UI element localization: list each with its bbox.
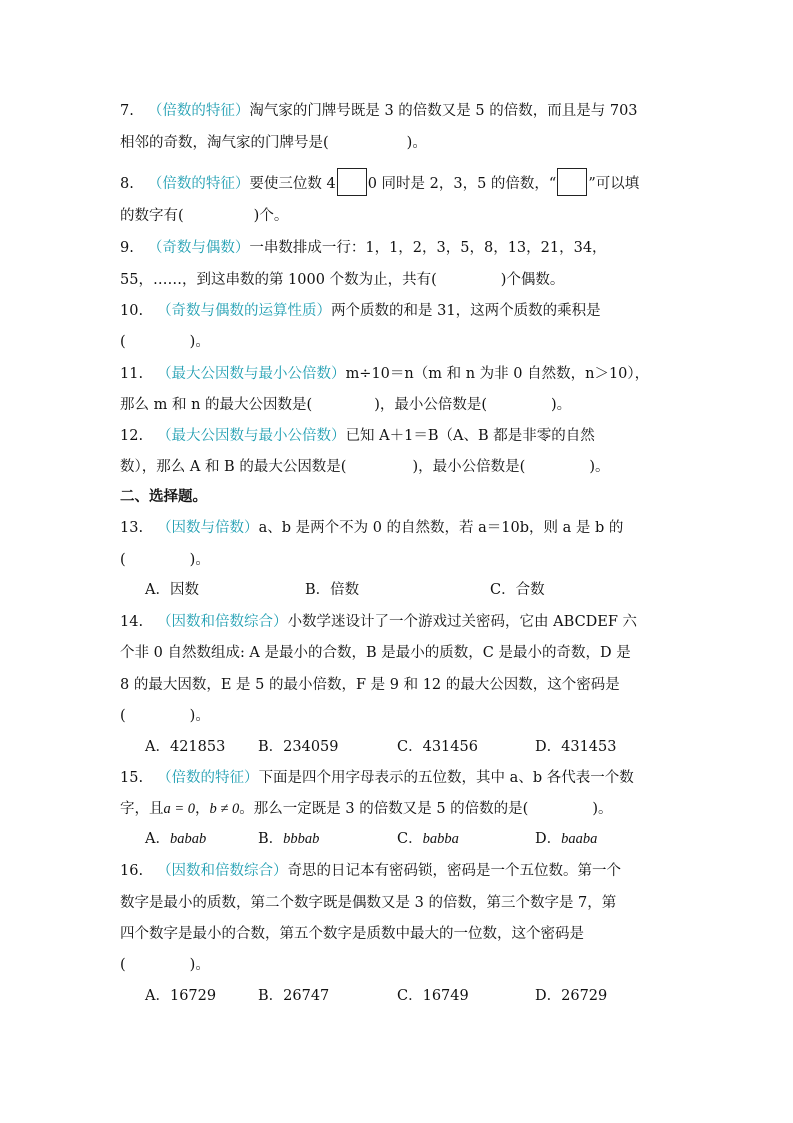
q14-option-d[interactable]: D．431453 bbox=[535, 739, 617, 755]
q14-line2: 个非 0 自然数组成: A 是最小的合数，B 是最小的质数，C 是最小的奇数，D 是 bbox=[120, 645, 631, 661]
q11-line1 bbox=[120, 364, 649, 384]
q8-number: 8. bbox=[120, 176, 134, 192]
q14-line3: 8 的最大因数，E 是 5 的最小倍数，F 是 9 和 12 的最大公因数，这个密码是 bbox=[120, 677, 620, 693]
q13-option-c[interactable]: C．合数 bbox=[490, 582, 545, 598]
q9-line1 bbox=[120, 238, 607, 258]
q15-option-c[interactable]: C．babba bbox=[397, 831, 459, 847]
q8-line2 bbox=[120, 206, 288, 226]
q10-number: 10. bbox=[120, 303, 144, 319]
q8-text4: 的数字有( bbox=[120, 208, 184, 224]
q14-paren-open: ( bbox=[120, 708, 126, 724]
q7-line1 bbox=[120, 101, 638, 121]
q15-condition-b: b ≠ 0 bbox=[209, 801, 240, 817]
q14-paren-close: )。 bbox=[189, 708, 210, 724]
q8-topic: （倍数的特征） bbox=[147, 176, 250, 192]
q15-option-b[interactable]: B．bbbab bbox=[258, 831, 320, 847]
q11-line2 bbox=[120, 395, 571, 415]
q12-line2 bbox=[120, 457, 609, 477]
q14-option-b[interactable]: B．234059 bbox=[258, 739, 339, 755]
q14-text: 小数学迷设计了一个游戏过关密码，它由 ABCDEF 六 bbox=[287, 614, 638, 630]
q13-line1 bbox=[120, 518, 623, 538]
q8-text5: )个。 bbox=[253, 208, 289, 224]
q13-number: 13. bbox=[120, 520, 144, 536]
q12-text2: 数），那么 A 和 B 的最大公因数是( bbox=[120, 459, 347, 475]
q7-text3: )。 bbox=[406, 135, 427, 151]
q15-line1 bbox=[120, 768, 634, 788]
q16-paren-open: ( bbox=[120, 957, 126, 973]
q15-text4: )。 bbox=[592, 801, 613, 817]
q13-option-a[interactable]: A．因数 bbox=[145, 582, 199, 598]
q14-option-c[interactable]: C．431456 bbox=[397, 739, 478, 755]
q15-text3: 。那么一定既是 3 的倍数又是 5 的倍数的是( bbox=[239, 801, 529, 817]
q8-text2: 0 同时是 2，3，5 的倍数，“ bbox=[367, 176, 557, 192]
q7-topic: （倍数的特征） bbox=[147, 103, 250, 119]
q11-text: m÷10＝n（m 和 n 为非 0 自然数，n＞10）， bbox=[345, 366, 650, 382]
q9-number: 9. bbox=[120, 240, 134, 256]
q9-topic: （奇数与偶数） bbox=[147, 240, 250, 256]
q11-text4: )。 bbox=[551, 397, 572, 413]
q15-number: 15. bbox=[120, 770, 144, 786]
q15-topic: （倍数的特征） bbox=[157, 770, 259, 786]
q8-text: 要使三位数 4 bbox=[249, 176, 336, 192]
q12-number: 12. bbox=[120, 428, 144, 444]
q14-option-a[interactable]: A．421853 bbox=[145, 739, 226, 755]
q12-text4: )。 bbox=[589, 459, 610, 475]
q15-option-a[interactable]: A．babab bbox=[145, 831, 207, 847]
q16-line1 bbox=[120, 861, 621, 881]
q10-line1 bbox=[120, 301, 601, 321]
q13-text: a、b 是两个不为 0 的自然数，若 a＝10b，则 a 是 b 的 bbox=[258, 520, 624, 536]
q7-number: 7. bbox=[120, 103, 134, 119]
q16-paren-close: )。 bbox=[189, 957, 210, 973]
q15-text2: 字，且 bbox=[120, 801, 164, 817]
q8-digit-box[interactable] bbox=[337, 168, 367, 196]
q8-digit-box-ref bbox=[557, 168, 587, 196]
q12-text: 已知 A＋1＝B（A、B 都是非零的自然 bbox=[345, 428, 595, 444]
q11-text3: )，最小公倍数是( bbox=[374, 397, 488, 413]
q7-line2 bbox=[120, 133, 427, 153]
q8-line1 bbox=[120, 170, 639, 198]
q16-number: 16. bbox=[120, 863, 144, 879]
q16-topic: （因数和倍数综合） bbox=[157, 863, 288, 879]
q16-line4 bbox=[120, 955, 210, 975]
q15-option-d[interactable]: D．baaba bbox=[535, 831, 598, 847]
q10-line2 bbox=[120, 332, 210, 352]
q13-line2 bbox=[120, 550, 210, 570]
q12-topic: （最大公因数与最小公倍数） bbox=[157, 428, 346, 444]
q16-option-d[interactable]: D．26729 bbox=[535, 988, 608, 1004]
q15-text: 下面是四个用字母表示的五位数，其中 a、b 各代表一个数 bbox=[258, 770, 634, 786]
q10-text: 两个质数的和是 31，这两个质数的乘积是 bbox=[331, 303, 601, 319]
q15-line2: 字，且a = 0，b ≠ 0。那么一定既是 3 的倍数又是 5 的倍数的是( )。 bbox=[120, 801, 613, 817]
q9-text: 一串数排成一行：1，1，2，3，5，8，13，21，34， bbox=[249, 240, 607, 256]
q8-text3: ”可以填 bbox=[588, 176, 640, 192]
section-heading: 二、选择题。 bbox=[120, 488, 207, 505]
q16-line2: 数字是最小的质数，第二个数字既是偶数又是 3 的倍数，第三个数字是 7，第 bbox=[120, 895, 617, 911]
q10-paren-close: )。 bbox=[189, 334, 210, 350]
q10-topic: （奇数与偶数的运算性质） bbox=[157, 303, 332, 319]
q9-text2: 55，……，到这串数的第 1000 个数为止，共有( bbox=[120, 272, 437, 288]
q11-number: 11. bbox=[120, 366, 144, 382]
q14-topic: （因数和倍数综合） bbox=[157, 614, 288, 630]
q7-text: 淘气家的门牌号既是 3 的倍数又是 5 的倍数，而且是与 703 bbox=[249, 103, 638, 119]
q9-text3: )个偶数。 bbox=[500, 272, 565, 288]
q16-line3: 四个数字是最小的合数，第五个数字是质数中最大的一位数，这个密码是 bbox=[120, 926, 584, 942]
q16-option-b[interactable]: B．26747 bbox=[258, 988, 330, 1004]
q11-text2: 那么 m 和 n 的最大公因数是( bbox=[120, 397, 313, 413]
q7-text2: 相邻的奇数，淘气家的门牌号是( bbox=[120, 135, 329, 151]
q16-option-a[interactable]: A．16729 bbox=[145, 988, 217, 1004]
q15-condition-a: a = 0 bbox=[163, 801, 196, 817]
q14-number: 14. bbox=[120, 614, 144, 630]
q14-line4 bbox=[120, 706, 210, 726]
q9-line2 bbox=[120, 270, 564, 290]
q11-topic: （最大公因数与最小公倍数） bbox=[157, 366, 346, 382]
q16-text: 奇思的日记本有密码锁，密码是一个五位数。第一个 bbox=[287, 863, 622, 879]
q13-paren-close: )。 bbox=[189, 552, 210, 568]
q12-text3: )，最小公倍数是( bbox=[412, 459, 526, 475]
q13-paren-open: ( bbox=[120, 552, 126, 568]
q12-line1 bbox=[120, 426, 595, 446]
q14-line1 bbox=[120, 612, 637, 632]
q10-paren-open: ( bbox=[120, 334, 126, 350]
q13-option-b[interactable]: B．倍数 bbox=[305, 582, 360, 598]
q16-option-c[interactable]: C．16749 bbox=[397, 988, 469, 1004]
q13-topic: （因数与倍数） bbox=[157, 520, 259, 536]
